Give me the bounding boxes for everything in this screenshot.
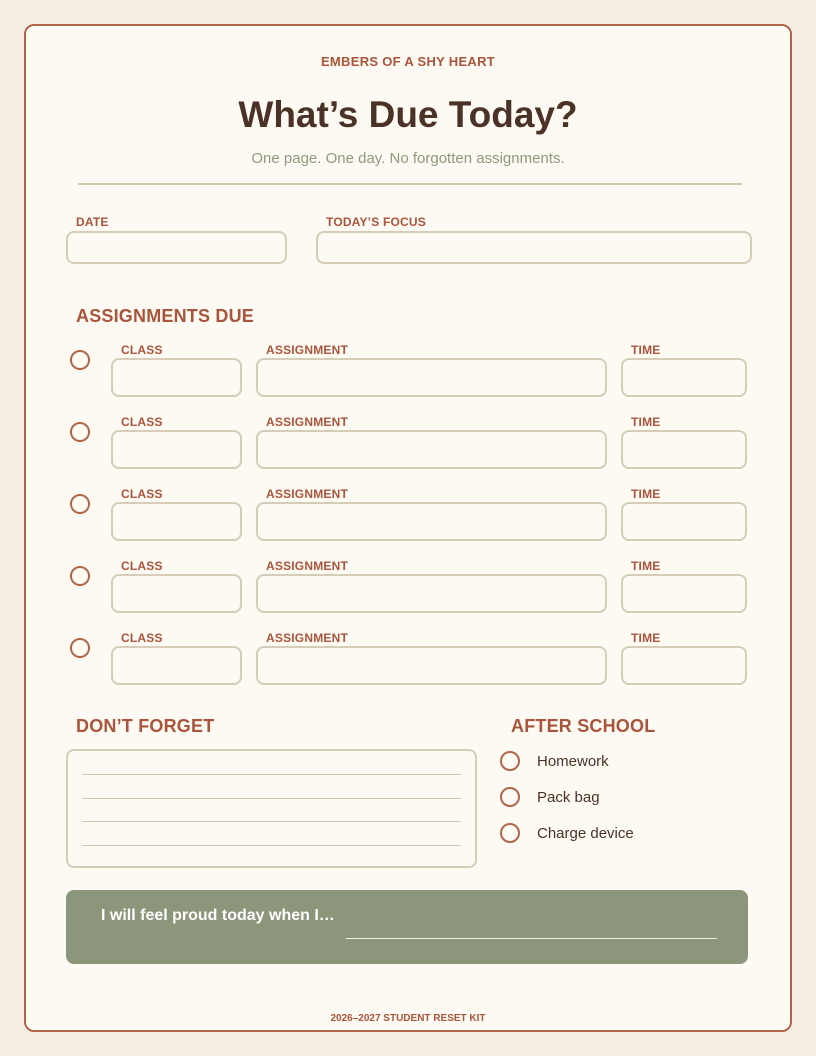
time-label: TIME bbox=[631, 559, 661, 573]
assignments-heading: ASSIGNMENTS DUE bbox=[76, 306, 255, 326]
time-field[interactable] bbox=[621, 574, 747, 613]
assignment-label: ASSIGNMENT bbox=[266, 559, 349, 573]
class-field[interactable] bbox=[111, 430, 242, 469]
assignment-label: ASSIGNMENT bbox=[266, 343, 349, 357]
page-subtitle: One page. One day. No forgotten assignments. bbox=[251, 150, 565, 167]
date-label: DATE bbox=[76, 215, 109, 229]
assignment-field[interactable] bbox=[256, 430, 607, 469]
assignment-field[interactable] bbox=[256, 358, 607, 397]
dont-forget-box[interactable] bbox=[66, 749, 477, 868]
after-school-heading: AFTER SCHOOL bbox=[511, 716, 656, 736]
class-field[interactable] bbox=[111, 502, 242, 541]
assignment-checkbox[interactable] bbox=[70, 494, 90, 514]
time-field[interactable] bbox=[621, 646, 747, 685]
time-label: TIME bbox=[631, 631, 661, 645]
class-label: CLASS bbox=[121, 343, 163, 357]
class-label: CLASS bbox=[121, 415, 163, 429]
pride-banner bbox=[66, 890, 748, 964]
class-label: CLASS bbox=[121, 559, 163, 573]
class-label: CLASS bbox=[121, 487, 163, 501]
pride-prompt: I will feel proud today when I… bbox=[101, 907, 335, 924]
assignment-field[interactable] bbox=[256, 574, 607, 613]
writing-line bbox=[82, 774, 461, 775]
assignment-label: ASSIGNMENT bbox=[266, 415, 349, 429]
assignment-checkbox[interactable] bbox=[70, 350, 90, 370]
focus-field[interactable] bbox=[316, 231, 752, 264]
charge-device-checkbox[interactable] bbox=[500, 823, 520, 843]
after-school-item: Charge device bbox=[537, 825, 634, 842]
time-label: TIME bbox=[631, 487, 661, 501]
writing-line bbox=[82, 798, 461, 799]
class-field[interactable] bbox=[111, 646, 242, 685]
dont-forget-heading: DON’T FORGET bbox=[76, 716, 215, 736]
page-footer: 2026–2027 STUDENT RESET KIT bbox=[330, 1013, 486, 1024]
date-field[interactable] bbox=[66, 231, 287, 264]
focus-label: TODAY’S FOCUS bbox=[326, 215, 426, 229]
after-school-item: Homework bbox=[537, 753, 609, 770]
page-title: What’s Due Today? bbox=[238, 94, 578, 135]
assignment-label: ASSIGNMENT bbox=[266, 631, 349, 645]
header-divider bbox=[78, 183, 742, 185]
time-label: TIME bbox=[631, 415, 661, 429]
writing-line bbox=[82, 821, 461, 822]
class-field[interactable] bbox=[111, 574, 242, 613]
class-label: CLASS bbox=[121, 631, 163, 645]
pride-answer-line[interactable] bbox=[346, 938, 717, 939]
class-field[interactable] bbox=[111, 358, 242, 397]
time-field[interactable] bbox=[621, 358, 747, 397]
time-field[interactable] bbox=[621, 502, 747, 541]
time-field[interactable] bbox=[621, 430, 747, 469]
worksheet-page bbox=[24, 24, 792, 1032]
pack-bag-checkbox[interactable] bbox=[500, 787, 520, 807]
assignment-checkbox[interactable] bbox=[70, 422, 90, 442]
time-label: TIME bbox=[631, 343, 661, 357]
assignment-label: ASSIGNMENT bbox=[266, 487, 349, 501]
brand-name: EMBERS OF A SHY HEART bbox=[320, 54, 496, 69]
assignment-checkbox[interactable] bbox=[70, 566, 90, 586]
assignment-field[interactable] bbox=[256, 502, 607, 541]
writing-line bbox=[82, 845, 461, 846]
assignment-field[interactable] bbox=[256, 646, 607, 685]
homework-checkbox[interactable] bbox=[500, 751, 520, 771]
assignment-checkbox[interactable] bbox=[70, 638, 90, 658]
after-school-item: Pack bag bbox=[537, 789, 600, 806]
